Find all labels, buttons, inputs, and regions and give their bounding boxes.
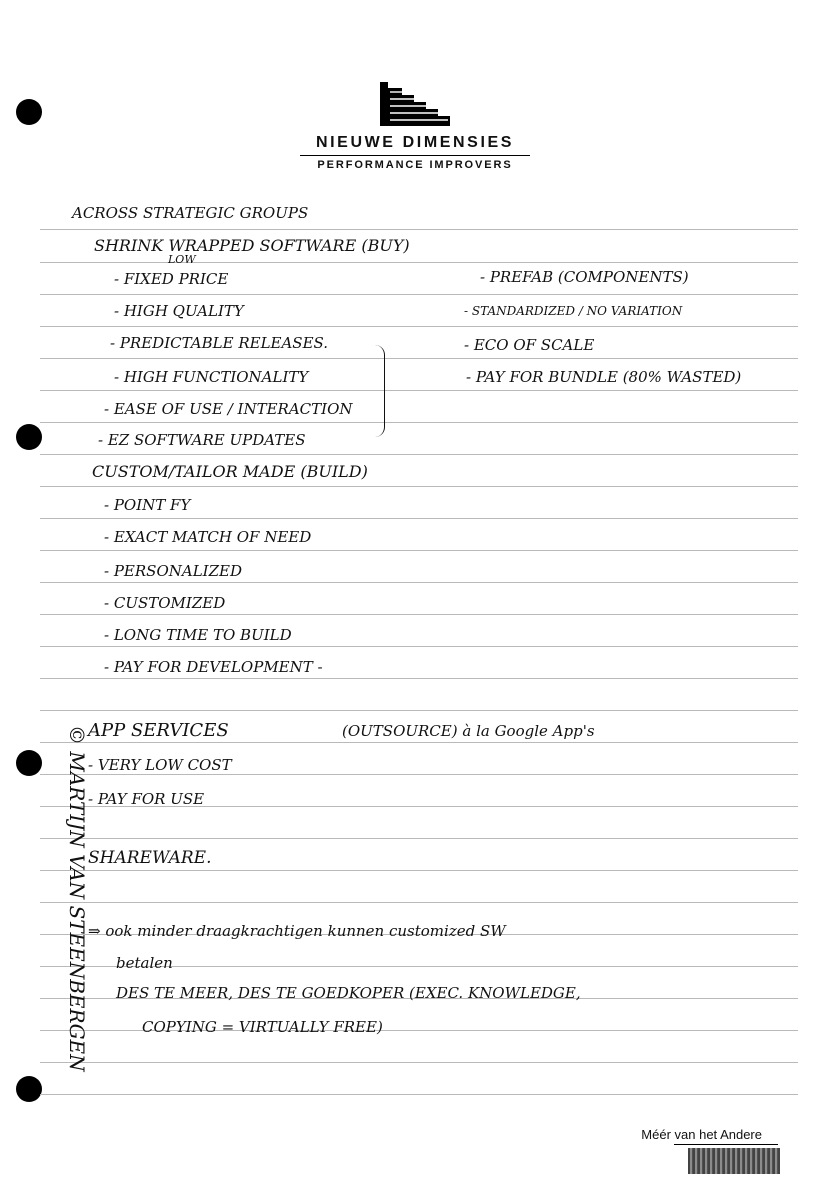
shrink-item: - EZ SOFTWARE UPDATES	[98, 431, 306, 449]
custom-item: - EXACT MATCH OF NEED	[104, 528, 312, 546]
conclusion-line: DES TE MEER, DES TE GOEDKOPER (EXEC. KNOWLEDGE,	[116, 984, 581, 1002]
binder-hole	[16, 99, 42, 125]
binder-hole	[16, 1076, 42, 1102]
custom-title: CUSTOM/TAILOR MADE (BUILD)	[92, 462, 368, 481]
custom-item: - PERSONALIZED	[104, 562, 242, 580]
logo-tagline: PERFORMANCE IMPROVERS	[317, 159, 513, 171]
logo-brand-name: NIEUWE DIMENSIES	[315, 134, 515, 151]
footer-underline	[674, 1144, 778, 1145]
notes-heading: ACROSS STRATEGIC GROUPS	[72, 204, 309, 222]
shrink-right-item: - STANDARDIZED / NO VARIATION	[464, 304, 683, 318]
custom-item: - POINT FY	[104, 496, 191, 514]
app-services-title: APP SERVICES	[88, 720, 229, 741]
company-logo	[300, 82, 530, 171]
staircase-logo-icon	[376, 82, 454, 128]
footer-scribble-mark	[688, 1148, 780, 1174]
shrink-item: - PREDICTABLE RELEASES.	[110, 334, 329, 352]
shrink-item: - EASE OF USE / INTERACTION	[104, 400, 353, 418]
shareware-title: SHAREWARE.	[88, 848, 212, 868]
conclusion-line: COPYING = VIRTUALLY FREE)	[142, 1018, 383, 1036]
shrink-right-item: - PAY FOR BUNDLE (80% WASTED)	[466, 368, 742, 386]
footer-tagline: Méér van het Andere	[641, 1127, 762, 1142]
app-item: - PAY FOR USE	[88, 790, 205, 808]
grouping-bracket	[370, 345, 385, 437]
author-text: © MARTIJN VAN STEENBERGEN	[65, 725, 88, 1072]
app-item: - VERY LOW COST	[88, 756, 232, 774]
conclusion-line: ⇒ ook minder draagkrachtigen kunnen customized SW	[88, 922, 506, 940]
shrink-item: - HIGH QUALITY	[114, 302, 244, 320]
shrink-right-item: - PREFAB (COMPONENTS)	[480, 268, 689, 286]
custom-item: - CUSTOMIZED	[104, 594, 226, 612]
shrink-right-item: - ECO OF SCALE	[464, 336, 595, 354]
conclusion-line: betalen	[116, 954, 173, 972]
shrink-wrapped-title: SHRINK WRAPPED SOFTWARE (BUY)	[94, 236, 410, 255]
binder-hole	[16, 424, 42, 450]
insert-above-price: LOW	[168, 253, 196, 266]
binder-hole	[16, 750, 42, 776]
custom-item: - LONG TIME TO BUILD	[104, 626, 292, 644]
custom-item: - PAY FOR DEVELOPMENT -	[104, 658, 323, 676]
app-services-aside: (OUTSOURCE) à la Google App's	[342, 722, 595, 740]
shrink-item: - FIXED PRICE	[114, 270, 229, 288]
author-signature	[48, 725, 88, 1170]
shrink-item: - HIGH FUNCTIONALITY	[114, 368, 309, 386]
